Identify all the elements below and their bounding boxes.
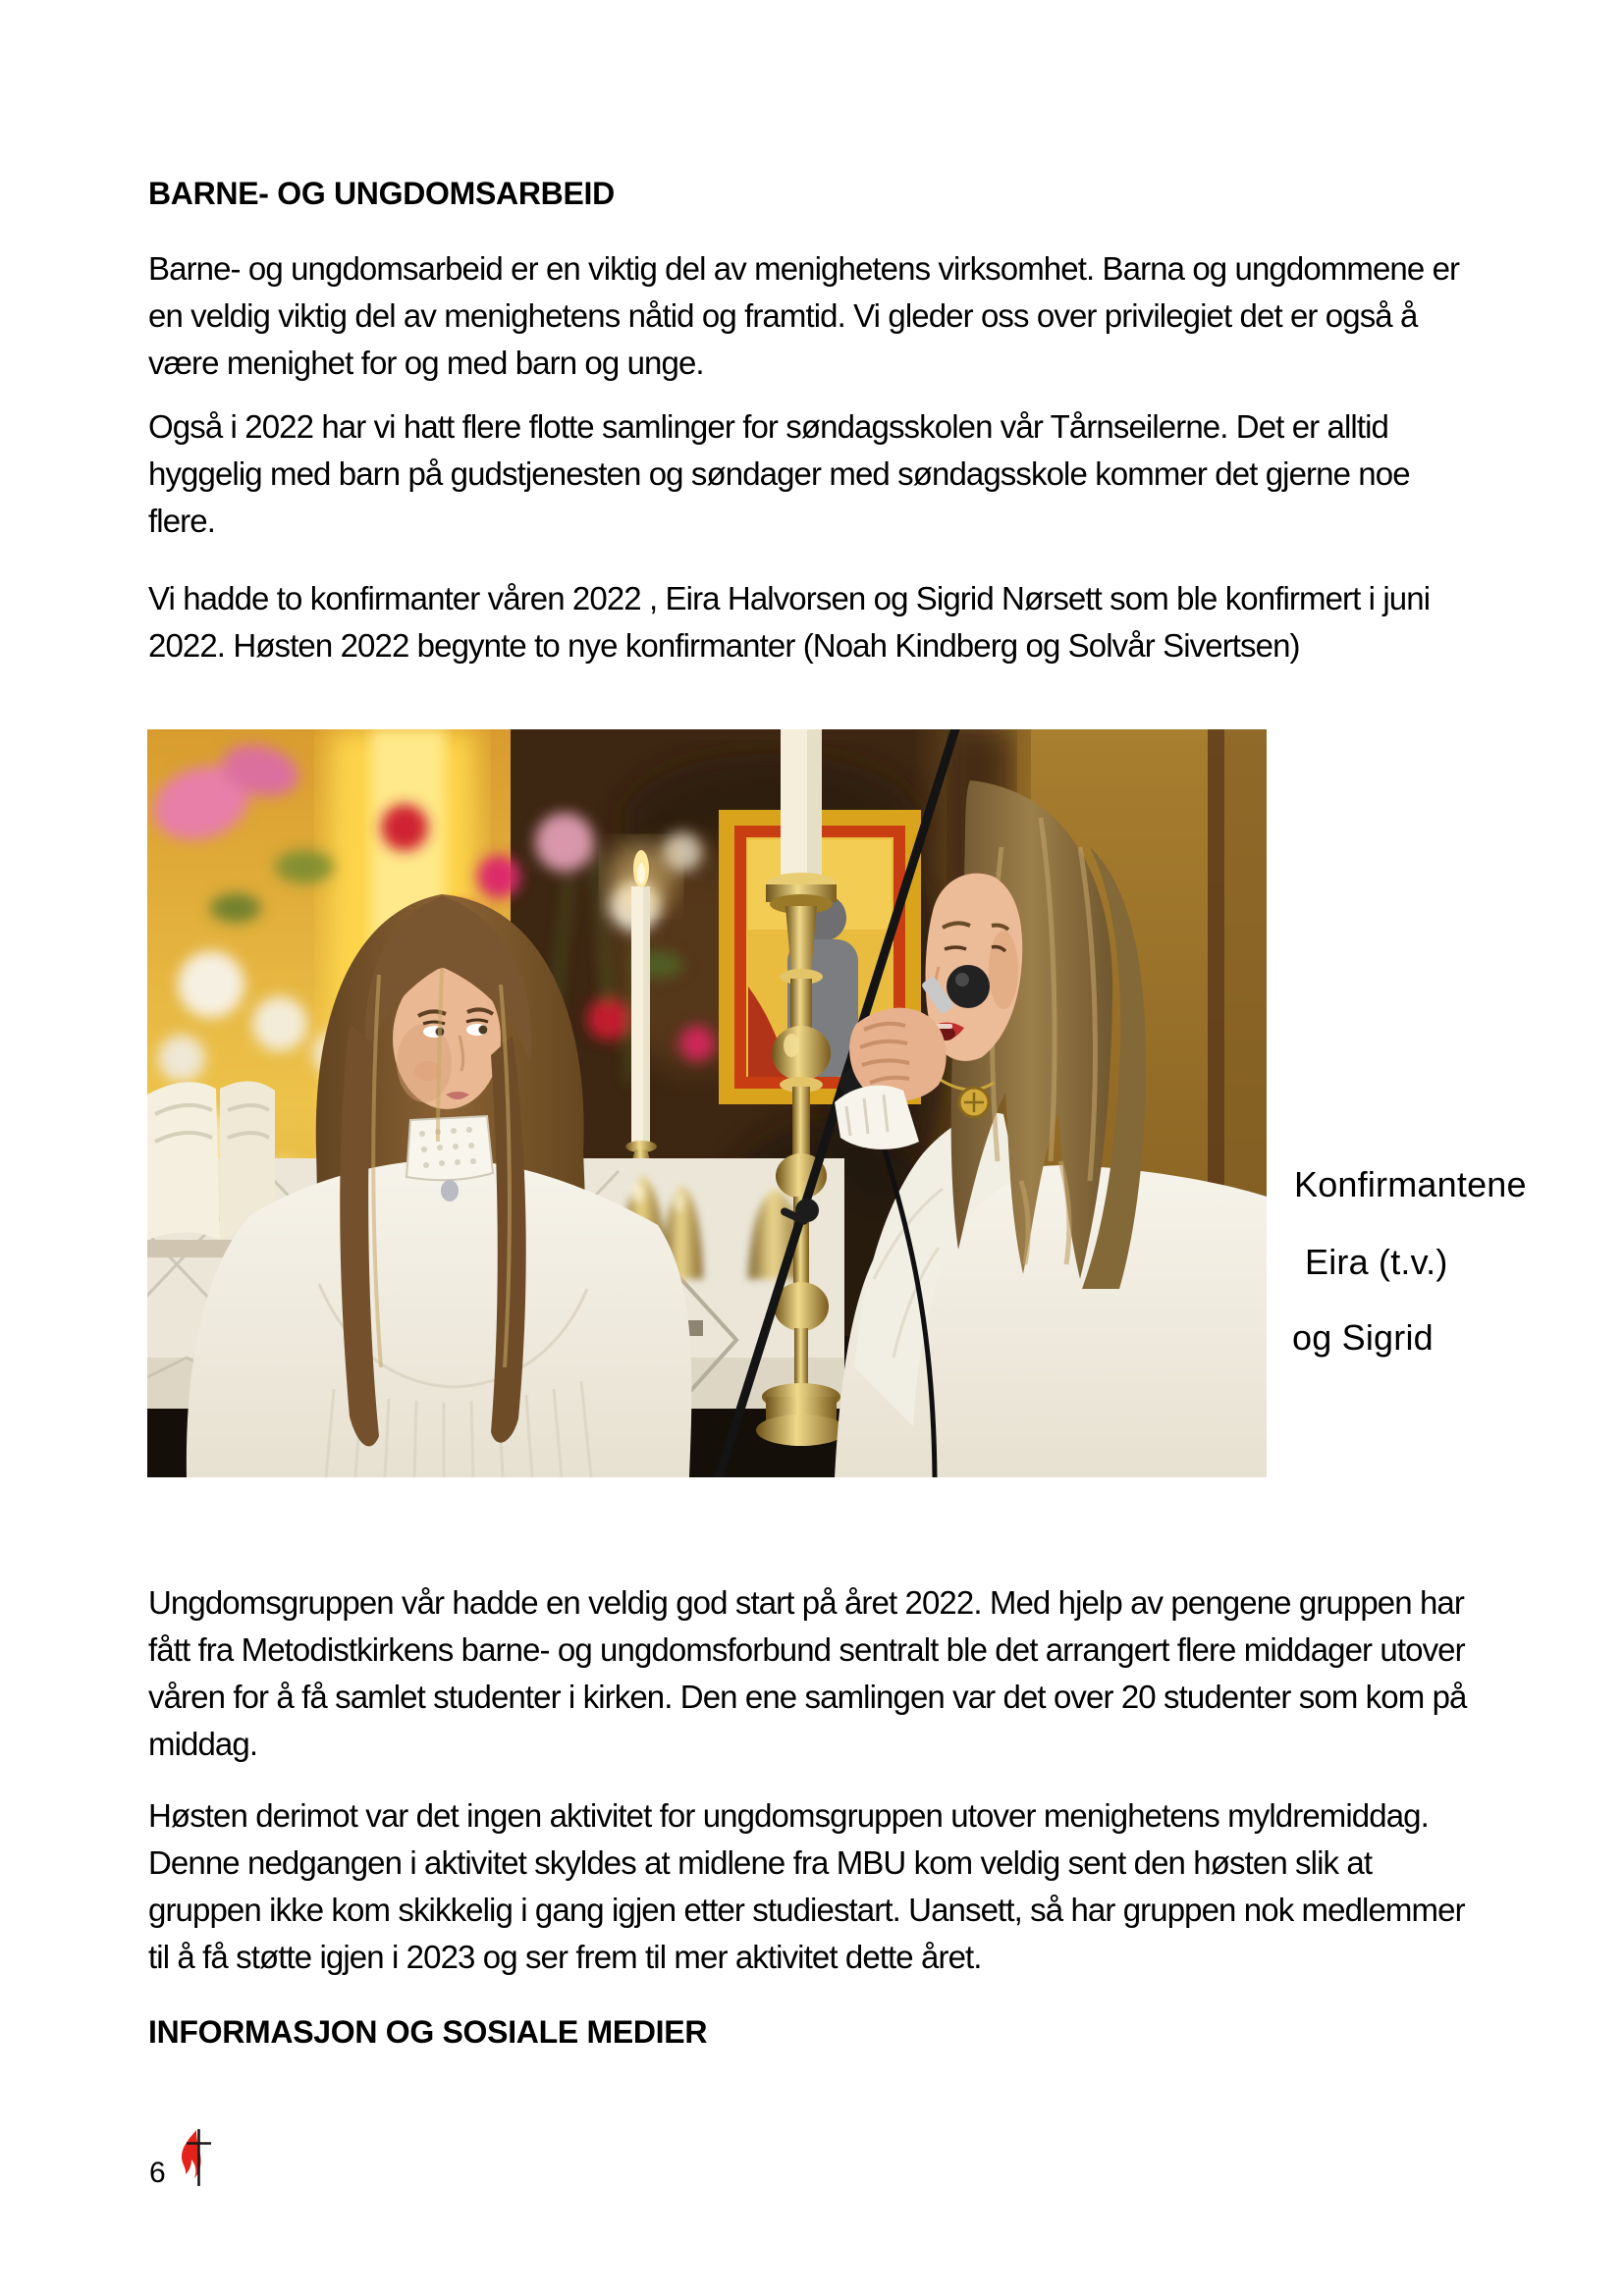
paragraph-2: Også i 2022 har vi hatt flere flotte samlinger for søndagsskolen vår Tårnseilerne. Det er alltid hyggelig med barn på gudstjenesten og søndager med søndagsskole kommer det gjerne noe flere. bbox=[148, 408, 1410, 539]
section-heading-information-social-media: INFORMASJON OG SOSIALE MEDIER bbox=[148, 2014, 708, 2050]
paragraph-3: Vi hadde to konfirmanter våren 2022 , Eira Halvorsen og Sigrid Nørsett som ble konfirmert i juni 2022. Høsten 2022 begynte to nye konfirmanter (Noah Kindberg og Solvår Sivertsen) bbox=[148, 580, 1431, 664]
paragraph-4: Ungdomsgruppen vår hadde en veldig god start på året 2022. Med hjelp av pengene gruppen har fått fra Metodistkirkens barne- og ungdomsforbund sentralt ble det arrangert flere middager utover våren for å få samlet studenter i kirken. Den ene samlingen var det over 20 studenter som kom på middag. bbox=[148, 1584, 1467, 1762]
section-heading-children-youth: BARNE- OG UNGDOMSARBEID bbox=[148, 176, 615, 211]
photo-caption-line-2: Eira (t.v.) bbox=[1305, 1242, 1448, 1282]
photo-caption-line-3: og Sigrid bbox=[1292, 1317, 1434, 1358]
confirmation-photo bbox=[147, 729, 1267, 1477]
paragraph-5: Høsten derimot var det ingen aktivitet for ungdomsgruppen utover menighetens myldremiddag. Denne nedgangen i aktivitet skyldes at midlene fra MBU kom veldig sent den høsten slik at gruppen ikke kom skikkelig i gang igjen etter studiestart. Uansett, så har gruppen nok medlemmer til å få støtte igjen i 2023 og ser frem til mer aktivitet dette året. bbox=[148, 1797, 1465, 1975]
paragraph-1: Barne- og ungdomsarbeid er en viktig del av menighetens virksomhet. Barna og ungdommene er en veldig viktig del av menighetens nåtid og framtid. Vi gleder oss over privilegiet det er også å være menighet for og med barn og unge. bbox=[148, 250, 1460, 381]
photo-caption-line-1: Konfirmantene bbox=[1294, 1164, 1527, 1204]
cross-and-flame-logo bbox=[175, 2126, 216, 2189]
page-number: 6 bbox=[149, 2157, 166, 2189]
